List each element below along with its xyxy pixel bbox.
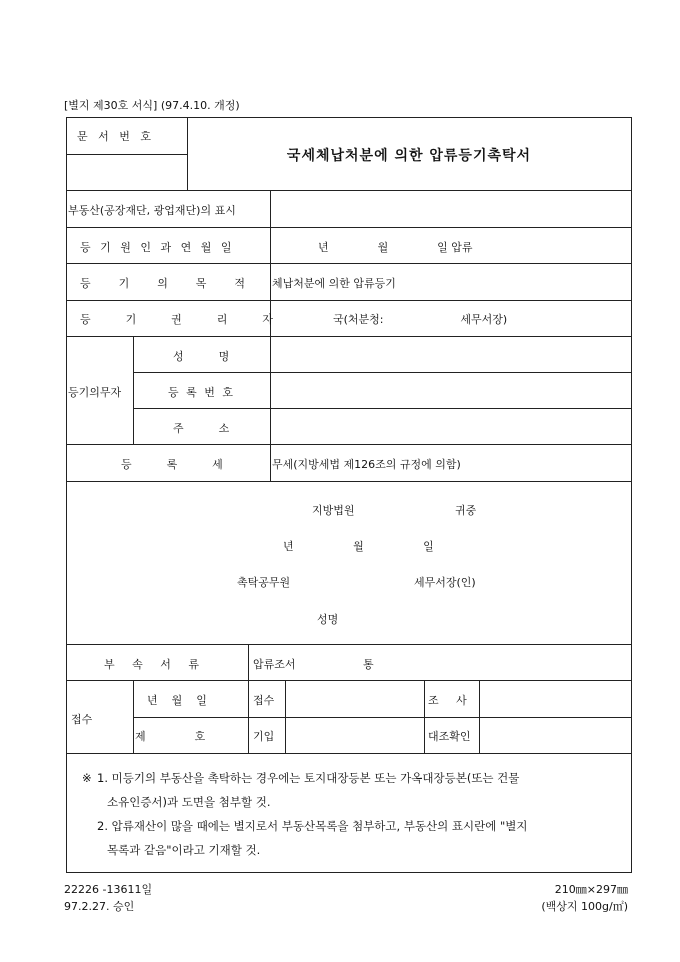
obligor-label: 등기의무자 — [68, 386, 122, 399]
rights-holder-label: 등 기 권 리 자 — [80, 313, 273, 326]
official-label: 촉탁공무원 — [237, 576, 291, 589]
note-line-2: 소유인증서)과 도면을 첨부할 것. — [107, 795, 271, 809]
tax-office-head: 세무서장(인) — [414, 576, 476, 589]
cause-date-value: 년 월 일 압류 — [318, 241, 473, 254]
request-date: 년 월 일 — [283, 540, 434, 553]
attachments-unit: 통 — [363, 658, 374, 671]
note-line-4: 목록과 같음"이라고 기재할 것. — [107, 843, 261, 857]
honorific: 귀중 — [455, 504, 477, 517]
page-title: 국세체납처분에 의한 압류등기촉탁서 — [286, 148, 532, 164]
reg-no-label: 등 록 번 호 — [168, 386, 235, 399]
address-label: 주 소 — [173, 422, 230, 435]
note-line-1: 1. 미등기의 부동산을 촉탁하는 경우에는 토지대장등본 또는 가옥대장등본(또는 건물 — [97, 771, 520, 785]
purpose-label: 등 기 의 목 적 — [80, 277, 246, 290]
doc-number-label: 문 서 번 호 — [77, 130, 151, 143]
attachments-label: 부 속 서 류 — [104, 658, 199, 671]
reg-tax-label: 등 록 세 — [121, 458, 223, 471]
receipt-number-label: 제 호 — [135, 730, 206, 743]
notes-marker: ※ — [82, 771, 92, 785]
receipt-received-label: 접수 — [253, 694, 275, 707]
official-name-label: 성명 — [317, 613, 339, 626]
reg-tax-value: 무세(지방세법 제126조의 규정에 의함) — [272, 458, 461, 471]
receipt-entry-label: 기입 — [253, 730, 275, 743]
form-frame — [66, 117, 632, 873]
name-label: 성 명 — [173, 350, 230, 363]
receipt-date-label: 년 월 일 — [147, 694, 207, 707]
receipt-verify-label: 대조확인 — [428, 730, 471, 743]
approval-date: 97.2.27. 승인 — [64, 900, 135, 913]
rights-holder-value: 국(처분청: 세무서장) — [333, 313, 508, 326]
paper-size: 210㎜×297㎜ — [554, 883, 628, 896]
note-line-3: 2. 압류재산이 많을 때에는 별지로서 부동산목록을 첨부하고, 부동산의 표시란에 "별지 — [97, 819, 528, 833]
receipt-label: 접수 — [71, 713, 93, 726]
purpose-value: 체납처분에 의한 압류등기 — [272, 277, 396, 290]
property-label: 부동산(공장재단, 광업재단)의 표시 — [68, 204, 236, 217]
paper-type: (백상지 100g/㎡) — [541, 900, 628, 913]
attachments-value: 압류조서 — [253, 658, 296, 671]
court-name: 지방법원 — [312, 504, 355, 517]
cause-date-label: 등 기 원 인 과 연 월 일 — [80, 241, 235, 254]
form-code: 22226 -13611일 — [64, 883, 153, 896]
form-reference: [별지 제30호 서식] (97.4.10. 개정) — [64, 99, 240, 112]
receipt-examine-label: 조 사 — [428, 694, 467, 707]
